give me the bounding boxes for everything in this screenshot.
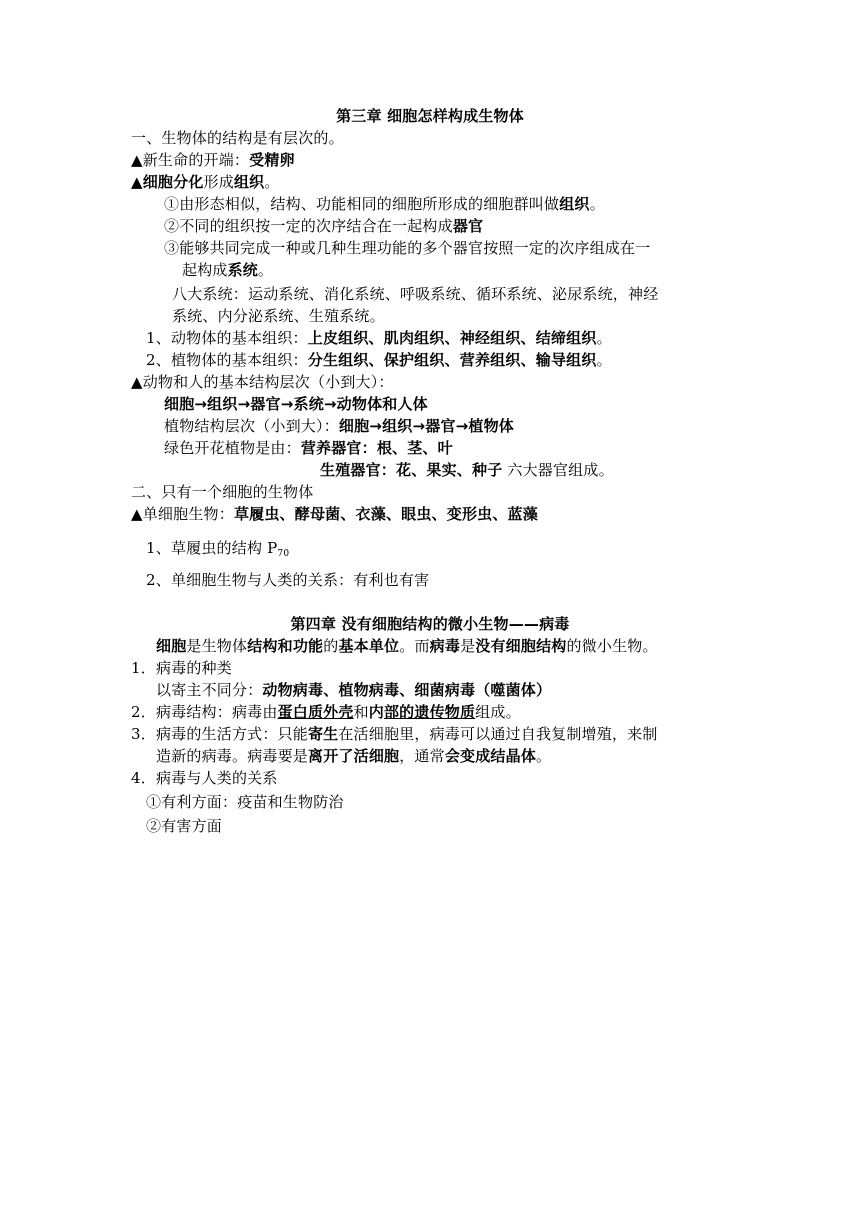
virus-lifestyle-line1: 3．病毒的生活方式：只能寄生在活细胞里，病毒可以通过自我复制增殖，来制 (131, 725, 658, 743)
system-definition-line1: ③能够共同完成一种或几种生理功能的多个器官按照一定的次序组成在一 (164, 239, 651, 257)
section1-heading: 一、生物体的结构是有层次的。 (131, 129, 344, 147)
animal-tissues: 1、动物体的基本组织：上皮组织、肌肉组织、神经组织、结缔组织。 (146, 329, 612, 347)
organ-definition: ②不同的组织按一定的次序结合在一起构成器官 (164, 217, 484, 235)
virus-harms: ②有害方面 (146, 817, 223, 835)
virus-relation-heading: 4．病毒与人类的关系 (131, 769, 278, 787)
tissue-definition: ①由形态相似，结构、功能相同的细胞所形成的细胞群叫做组织。 (164, 195, 605, 213)
section2-heading: 二、只有一个细胞的生物体 (131, 483, 314, 501)
virus-benefits: ①有利方面：疫苗和生物防治 (146, 793, 344, 811)
paramecium-structure: 1、草履虫的结构 $P_{70}$ (146, 539, 290, 559)
virus-lifestyle-line2: 造新的病毒。病毒要是离开了活细胞，通常会变成结晶体。 (156, 747, 552, 765)
plant-tissues: 2、植物体的基本组织：分生组织、保护组织、营养组织、输导组织。 (146, 351, 612, 369)
new-life-line: ▲新生命的开端：受精卵 (131, 151, 295, 169)
cell-virus-intro: 细胞是生物体结构和功能的基本单位。而病毒是没有细胞结构的微小生物。 (156, 637, 658, 655)
animal-levels-heading: ▲动物和人的基本结构层次（小到大）： (131, 373, 394, 391)
chapter3-title: 第三章 细胞怎样构成生物体 (336, 107, 524, 125)
chapter4-title: 第四章 没有细胞结构的微小生物——病毒 (290, 615, 570, 633)
eight-systems-line2: 系统、内分泌系统、生殖系统。 (172, 307, 385, 325)
system-definition-line2: 起构成系统。 (182, 261, 274, 279)
virus-types-heading: 1．病毒的种类 (131, 659, 232, 677)
virus-structure: 2．病毒结构：病毒由蛋白质外壳和内部的遗传物质组成。 (131, 703, 521, 721)
virus-types: 以寄主不同分：动物病毒、植物病毒、细菌病毒（噬菌体） (156, 681, 552, 699)
unicellular-relation: 2、单细胞生物与人类的关系：有利也有害 (146, 571, 430, 589)
differentiation-line: ▲细胞分化形成组织。 (131, 173, 280, 191)
vegetative-organs: 绿色开花植物是由：营养器官：根、茎、叶 (164, 439, 453, 457)
plant-levels: 植物结构层次（小到大）：细胞→组织→器官→植物体 (164, 417, 515, 435)
unicellular-organisms: ▲单细胞生物：草履虫、酵母菌、衣藻、眼虫、变形虫、蓝藻 (131, 505, 538, 523)
eight-systems-line1: 八大系统：运动系统、消化系统、呼吸系统、循环系统、泌尿系统，神经 (172, 285, 659, 303)
animal-levels-chain: 细胞→组织→器官→系统→动物体和人体 (164, 395, 428, 413)
reproductive-organs: 生殖器官：花、果实、种子 六大器官组成。 (320, 461, 614, 479)
